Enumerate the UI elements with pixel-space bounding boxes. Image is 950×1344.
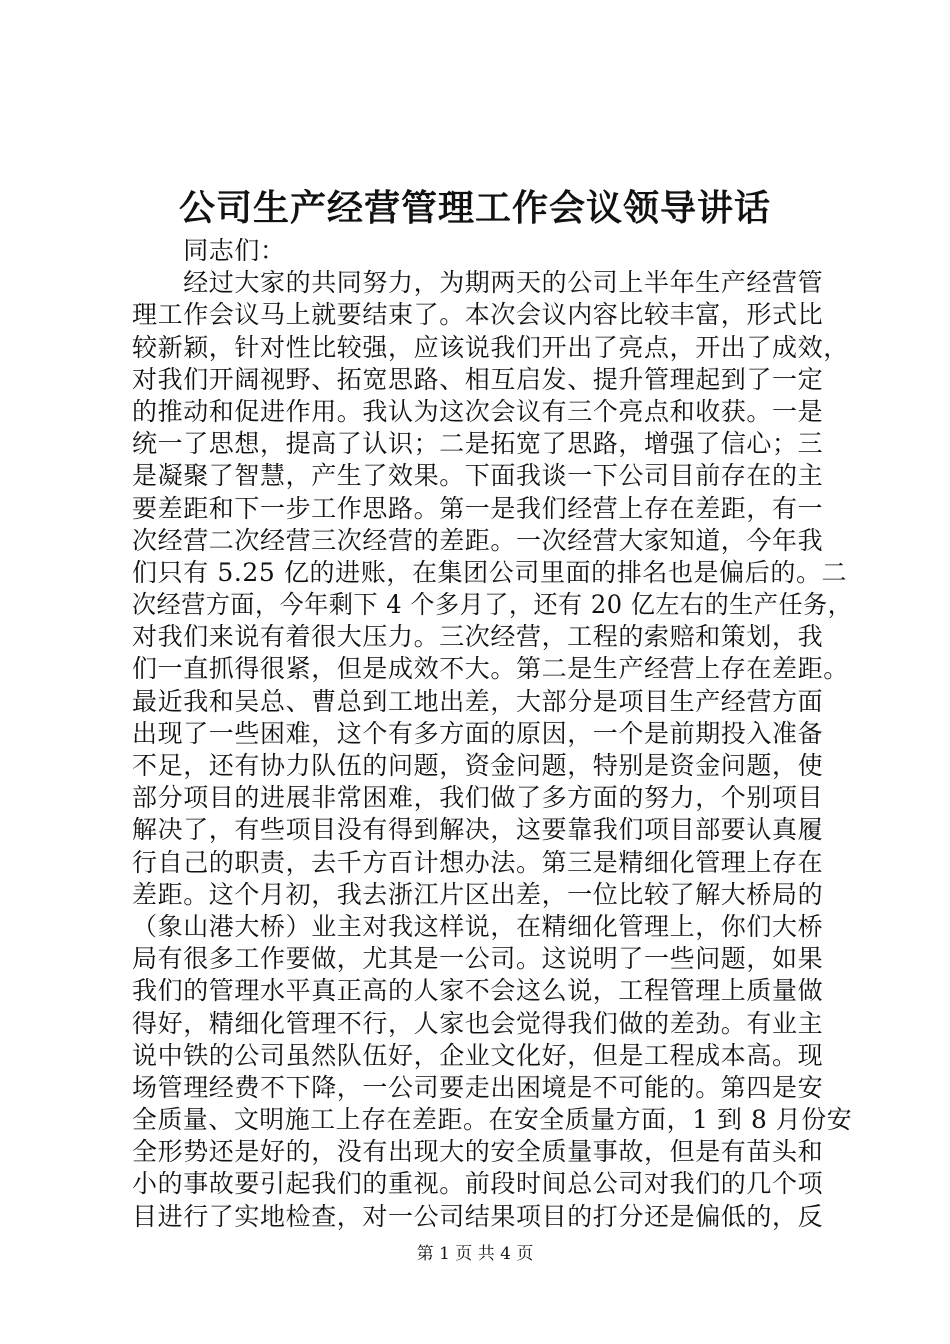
page-footer: 第 1 页 共 4 页 <box>416 1244 534 1264</box>
body-line: 们一直抓得很紧，但是成效不大。第二是生产经营上存在差距。 <box>132 654 849 684</box>
body-line: 不足，还有协力队伍的问题，资金问题，特别是资金问题，使 <box>132 751 824 780</box>
document-title: 公司生产经营管理工作会议领导讲话 <box>178 187 771 229</box>
body-line: 我们的管理水平真正高的人家不会这么说，工程管理上质量做 <box>132 976 824 1006</box>
body-line: 得好，精细化管理不行，人家也会觉得我们做的差劲。有业主 <box>132 1008 824 1038</box>
speech-body <box>132 235 852 1233</box>
body-line: 部分项目的进展非常困难，我们做了多方面的努力，个别项目 <box>132 783 824 813</box>
body-line: 次经营方面，今年剩下 4 个多月了，还有 20 亿左右的生产任务， <box>132 590 853 620</box>
body-line: 全质量、文明施工上存在差距。在安全质量方面，1 到 8 月份安 <box>132 1105 853 1135</box>
body-line: 较新颖，针对性比较强，应该说我们开出了亮点，开出了成效， <box>132 332 849 362</box>
body-line: 经过大家的共同努力，为期两天的公司上半年生产经营管 <box>132 268 824 298</box>
body-line: 说中铁的公司虽然队伍好，企业文化好，但是工程成本高。现 <box>132 1040 824 1070</box>
body-line: 们只有 5.25 亿的进账，在集团公司里面的排名也是偏后的。二 <box>132 557 848 587</box>
body-line: 对我们来说有着很大压力。三次经营，工程的索赔和策划，我 <box>132 622 824 652</box>
body-line: 对我们开阔视野、拓宽思路、相互启发、提升管理起到了一定 <box>132 364 824 394</box>
body-line: 同志们： <box>132 236 286 265</box>
body-line: 的推动和促进作用。我认为这次会议有三个亮点和收获。一是 <box>132 396 824 426</box>
body-line: 是凝聚了智慧，产生了效果。下面我谈一下公司目前存在的主 <box>132 461 824 491</box>
body-line: 最近我和吴总、曹总到工地出差，大部分是项目生产经营方面 <box>132 686 824 716</box>
body-line: 解决了，有些项目没有得到解决，这要靠我们项目部要认真履 <box>132 815 824 845</box>
body-line: 理工作会议马上就要结束了。本次会议内容比较丰富，形式比 <box>132 300 824 330</box>
body-line: （象山港大桥）业主对我这样说，在精细化管理上，你们大桥 <box>132 911 824 941</box>
body-line: 次经营二次经营三次经营的差距。一次经营大家知道，今年我 <box>132 525 824 555</box>
body-line: 要差距和下一步工作思路。第一是我们经营上存在差距，有一 <box>132 493 824 523</box>
body-line: 差距。这个月初，我去浙江片区出差，一位比较了解大桥局的 <box>132 879 824 909</box>
body-line: 小的事故要引起我们的重视。前段时间总公司对我们的几个项 <box>132 1169 824 1199</box>
body-line: 全形势还是好的，没有出现大的安全质量事故，但是有苗头和 <box>132 1137 824 1167</box>
body-line: 行自己的职责，去千方百计想办法。第三是精细化管理上存在 <box>132 847 824 877</box>
body-line: 场管理经费不下降，一公司要走出困境是不可能的。第四是安 <box>132 1072 824 1102</box>
body-line: 目进行了实地检查，对一公司结果项目的打分还是偏低的，反 <box>132 1201 824 1231</box>
body-line: 局有很多工作要做，尤其是一公司。这说明了一些问题，如果 <box>132 944 824 974</box>
body-line: 统一了思想，提高了认识；二是拓宽了思路，增强了信心；三 <box>132 429 824 459</box>
body-line: 出现了一些困难，这个有多方面的原因，一个是前期投入准备 <box>132 718 824 748</box>
